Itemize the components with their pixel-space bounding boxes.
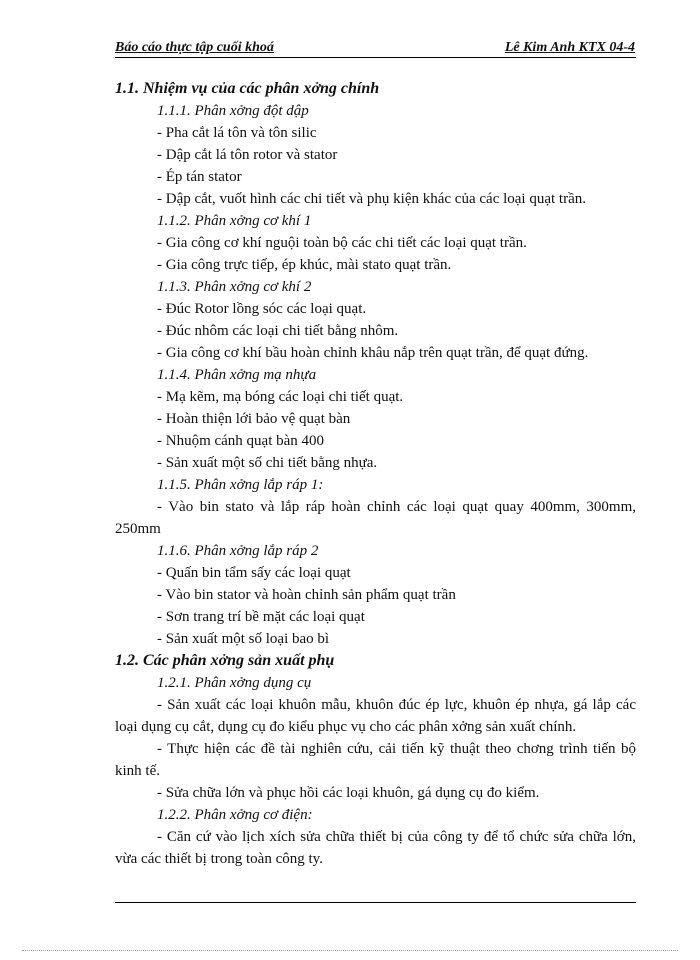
heading-1-1-2: 1.1.2. Phân xởng cơ khí 1	[157, 213, 312, 229]
list-item: - Vào bin stator và hoàn chỉnh sản phẩm quạt trần	[157, 587, 456, 603]
heading-1-1-3: 1.1.3. Phân xởng cơ khí 2	[157, 279, 312, 295]
heading-1-2-1: 1.2.1. Phân xởng dụng cụ	[157, 675, 312, 691]
heading-1-1-5: 1.1.5. Phân xởng lắp ráp 1:	[157, 477, 324, 493]
heading-1-1: 1.1. Nhiệm vụ của các phân xởng chính	[115, 80, 380, 97]
list-item: - Gia công trực tiếp, ép khúc, mài stato quạt trần.	[157, 257, 452, 273]
list-item: - Sửa chữa lớn và phục hồi các loại khuôn, gá dụng cụ đo kiểm.	[157, 785, 540, 801]
list-item: - Nhuộm cánh quạt bàn 400	[157, 433, 325, 449]
list-item: - Gia công cơ khí bầu hoàn chỉnh khâu nắp trên quạt trần, để quạt đứng.	[157, 345, 589, 361]
list-item: - Đúc Rotor lồng sóc các loại quạt.	[157, 301, 367, 317]
heading-1-1-4: 1.1.4. Phân xởng mạ nhựa	[157, 367, 317, 383]
list-item: - Ép tán stator	[157, 169, 242, 185]
paragraph: - Căn cứ vào lịch xích sửa chữa thiết bị của công ty để tổ chức sửa chữa lớn, vừa các thiết bị trong toàn công ty.	[115, 829, 636, 867]
list-item: - Pha cắt lá tôn và tôn silic	[157, 125, 317, 141]
list-item: - Dập cắt, vuốt hình các chi tiết và phụ kiện khác của các loại quạt trần.	[157, 191, 586, 207]
heading-1-1-1: 1.1.1. Phân xởng đột dập	[157, 103, 309, 119]
page-edge	[22, 950, 678, 951]
list-item: - Dập cắt lá tôn rotor và stator	[157, 147, 338, 163]
list-item: - Đúc nhôm các loại chi tiết bằng nhôm.	[157, 323, 399, 339]
heading-1-2-2: 1.2.2. Phân xởng cơ điện:	[157, 807, 313, 823]
paragraph: - Thực hiện các đề tài nghiên cứu, cải tiến kỹ thuật theo chơng trình tiến bộ kinh tế.	[115, 741, 636, 779]
list-item: - Mạ kẽm, mạ bóng các loại chi tiết quạt.	[157, 389, 404, 405]
paragraph: - Sản xuất các loại khuôn mẫu, khuôn đúc ép lực, khuôn ép nhựa, gá lắp các loại dụng cụ cắt, dụng cụ đo kiểu phục vụ cho các phân xởng sản xuất chính.	[115, 697, 636, 735]
document-body	[115, 78, 636, 870]
list-item: - Sản xuất một số chi tiết bằng nhựa.	[157, 455, 378, 471]
paragraph: - Vào bin stato và lắp ráp hoàn chỉnh các loại quạt quay 400mm, 300mm, 250mm	[115, 499, 636, 537]
list-item: - Sơn trang trí bề mặt các loại quạt	[157, 609, 365, 625]
header-rule	[115, 57, 636, 58]
list-item: - Gia công cơ khí nguội toàn bộ các chi tiết các loại quạt trần.	[157, 235, 527, 251]
list-item: - Sản xuất một số loại bao bì	[157, 631, 330, 647]
header-author: Lê Kim Anh KTX 04-4	[504, 40, 635, 55]
page-header	[115, 38, 635, 58]
footer-rule	[115, 902, 636, 903]
list-item: - Hoàn thiện lới bảo vệ quạt bàn	[157, 411, 351, 427]
list-item: - Quấn bin tẩm sấy các loại quạt	[157, 565, 351, 581]
heading-1-2: 1.2. Các phân xởng sản xuất phụ	[115, 652, 335, 669]
heading-1-1-6: 1.1.6. Phân xởng lắp ráp 2	[157, 543, 319, 559]
header-report-title: Báo cáo thực tập cuối khoá	[115, 40, 274, 55]
